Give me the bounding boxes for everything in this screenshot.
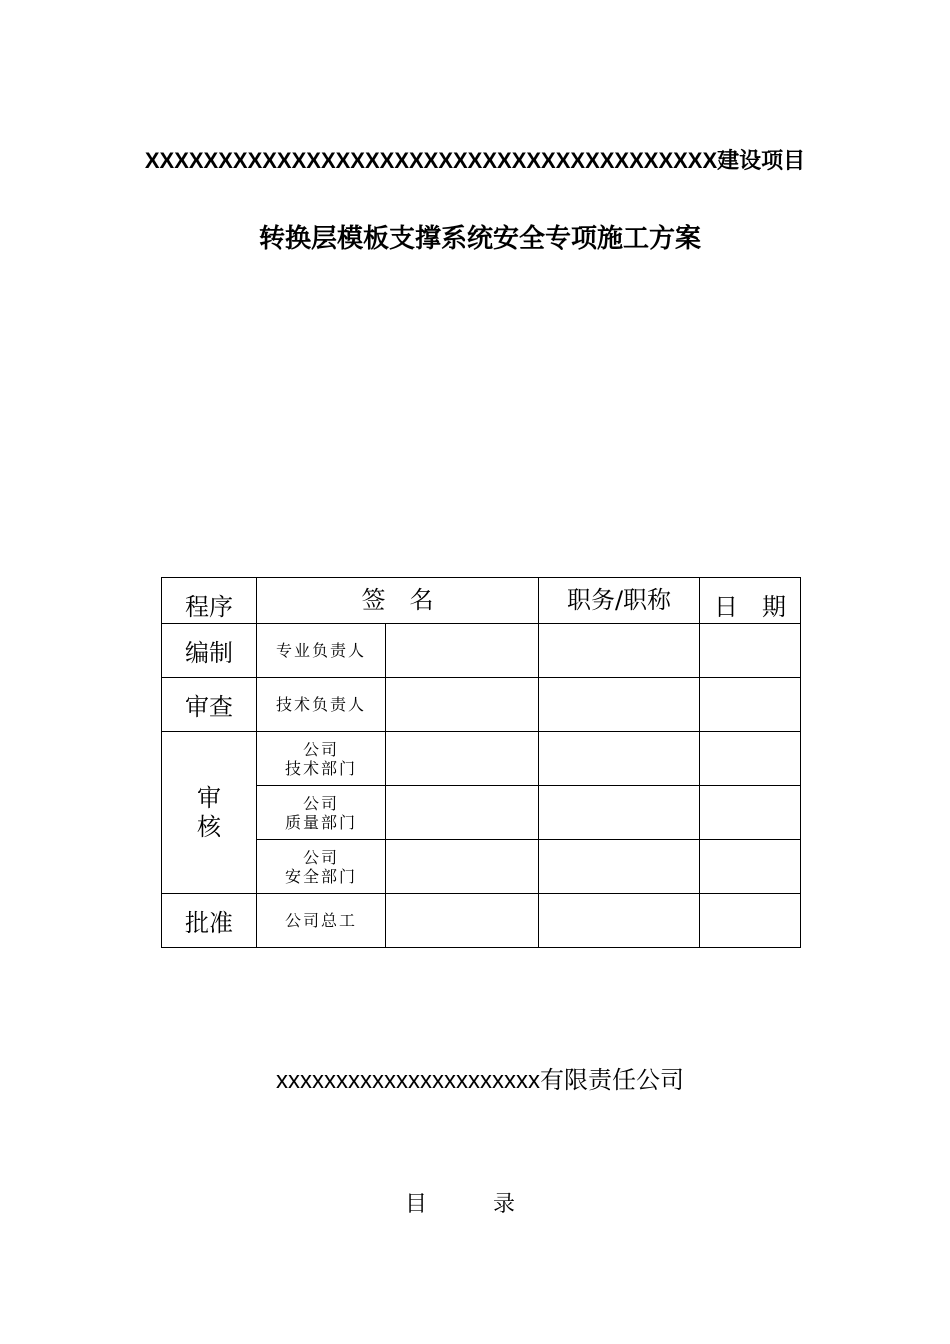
- company-prefix: xxxxxxxxxxxxxxxxxxxxxx: [276, 1067, 540, 1094]
- header-row: [162, 578, 801, 624]
- role-audit-safety: [257, 840, 386, 894]
- date-cell[interactable]: [700, 678, 801, 732]
- date-cell[interactable]: [700, 840, 801, 894]
- signature-cell[interactable]: [386, 786, 539, 840]
- table-row: [162, 840, 801, 894]
- toc-heading: [405, 1187, 515, 1218]
- role-audit-tech-line-1: 公司: [302, 739, 339, 759]
- table-row: [162, 678, 801, 732]
- role-compile: 专业负责人: [257, 624, 386, 678]
- position-cell[interactable]: [539, 624, 700, 678]
- position-cell[interactable]: [539, 840, 700, 894]
- table-row: [162, 624, 801, 678]
- date-cell[interactable]: [700, 624, 801, 678]
- table-row: [162, 894, 801, 948]
- company-suffix: 有限责任公司: [540, 1066, 684, 1094]
- position-cell[interactable]: [539, 678, 700, 732]
- date-cell[interactable]: [700, 732, 801, 786]
- stage-audit-char-1: 审: [197, 783, 221, 812]
- role-audit-quality: [257, 786, 386, 840]
- toc-char-2: 录: [493, 1192, 516, 1217]
- stage-compile: 编制: [162, 624, 257, 678]
- signature-cell[interactable]: [386, 678, 539, 732]
- role-audit-tech-line-2: 技术部门: [284, 758, 357, 778]
- table-row: [162, 732, 801, 786]
- stage-approve: 批准: [162, 894, 257, 948]
- company-name: [0, 1060, 950, 1095]
- date-cell[interactable]: [700, 786, 801, 840]
- toc-char-1: 目: [405, 1192, 428, 1217]
- signature-cell[interactable]: [386, 894, 539, 948]
- signature-cell[interactable]: [386, 732, 539, 786]
- position-cell[interactable]: [539, 732, 700, 786]
- header-date: 日 期: [700, 578, 801, 624]
- plan-title: 转换层模板支撑系统安全专项施工方案: [258, 224, 701, 254]
- stage-audit: [162, 732, 257, 894]
- signature-cell[interactable]: [386, 840, 539, 894]
- signature-cell[interactable]: [386, 624, 539, 678]
- role-review: 技术负责人: [257, 678, 386, 732]
- role-audit-quality-line-1: 公司: [302, 793, 339, 813]
- header-procedure: 程序: [162, 578, 257, 624]
- signature-table: [161, 577, 801, 948]
- table-row: [162, 786, 801, 840]
- position-cell[interactable]: [539, 894, 700, 948]
- stage-audit-char-2: 核: [197, 812, 221, 841]
- role-approve: 公司总工: [257, 894, 386, 948]
- header-signature: 签 名: [257, 578, 539, 624]
- project-title: XXXXXXXXXXXXXXXXXXXXXXXXXXXXXXXXXXXXXXX建设项目: [144, 148, 806, 173]
- role-audit-quality-line-2: 质量部门: [284, 812, 357, 832]
- role-audit-safety-line-1: 公司: [302, 847, 339, 867]
- position-cell[interactable]: [539, 786, 700, 840]
- role-audit-safety-line-2: 安全部门: [284, 866, 357, 886]
- date-cell[interactable]: [700, 894, 801, 948]
- header-position: 职务/职称: [539, 578, 700, 624]
- stage-review: 审查: [162, 678, 257, 732]
- role-audit-tech: [257, 732, 386, 786]
